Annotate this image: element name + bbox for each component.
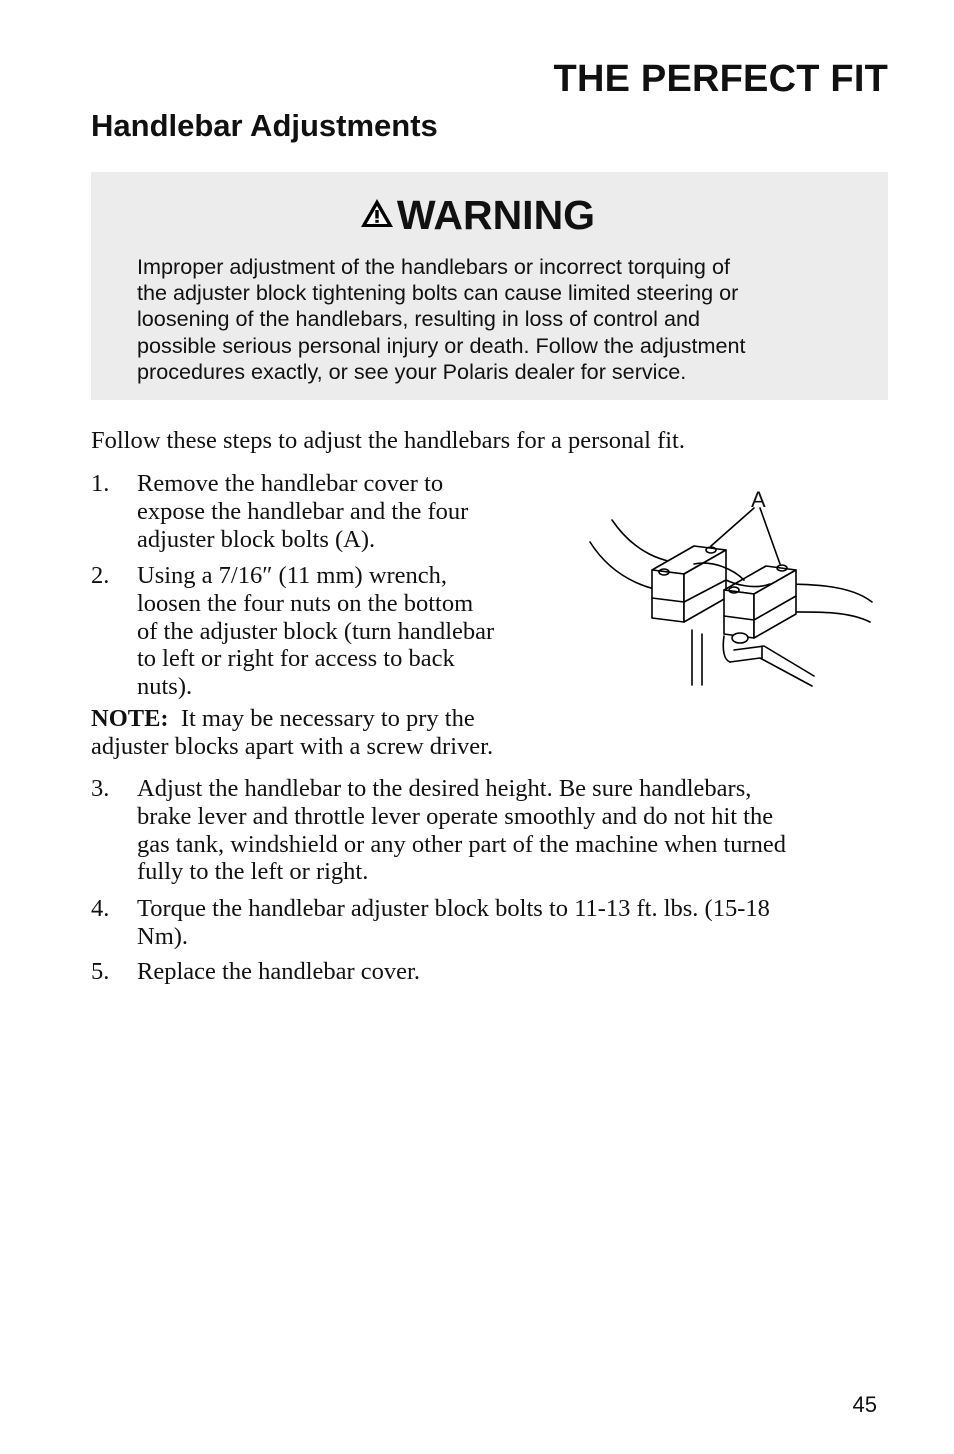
warning-line: Improper adjustment of the handlebars or incorrect torquing of [137, 254, 730, 279]
step-line: Remove the handlebar cover to [137, 470, 444, 497]
step-line: of the adjuster block (turn handlebar [137, 617, 495, 645]
handlebar-adjuster-block-illustration [584, 480, 884, 690]
step-line: Using a 7/16″ (11 mm) wrench, [137, 562, 448, 589]
note-label: NOTE: [91, 705, 169, 732]
note-line: adjuster blocks apart with a screw driver. [91, 732, 494, 760]
warning-heading [0, 192, 954, 239]
step-number: 4. [91, 895, 110, 922]
step-line: fully to the left or right. [137, 858, 369, 886]
step-line: gas tank, windshield or any other part of the machine when turned [137, 830, 787, 858]
step-line: adjuster block bolts (A). [137, 525, 376, 553]
step-line: brake lever and throttle lever operate smoothly and do not hit the [137, 802, 774, 830]
warning-triangle-icon [359, 192, 395, 239]
chapter-title: THE PERFECT FIT [553, 58, 888, 100]
intro-paragraph: Follow these steps to adjust the handlebars for a personal fit. [91, 427, 685, 454]
step-line: Replace the handlebar cover. [137, 958, 420, 985]
note-line: It may be necessary to pry the [180, 705, 475, 732]
step-number: 2. [91, 562, 110, 589]
warning-title: WARNING [396, 192, 596, 238]
section-title: Handlebar Adjustments [91, 108, 438, 143]
step-number: 1. [91, 470, 110, 497]
step-line: Adjust the handlebar to the desired height. Be sure handlebars, [137, 775, 752, 802]
step-line: to left or right for access to back [137, 645, 455, 673]
warning-line: the adjuster block tightening bolts can cause limited steering or [137, 280, 739, 306]
step-line: nuts). [137, 673, 193, 701]
step-number: 3. [91, 775, 110, 802]
step-line: Nm). [137, 922, 189, 950]
warning-line: loosening of the handlebars, resulting in loss of control and [137, 306, 700, 332]
figure-label: A [751, 487, 766, 512]
warning-text [137, 254, 867, 385]
step-line: Torque the handlebar adjuster block bolts to 11-13 ft. lbs. (15-18 [137, 895, 770, 922]
page-number: 45 [852, 1392, 877, 1417]
step-line: loosen the four nuts on the bottom [137, 589, 474, 617]
note [91, 705, 561, 761]
warning-line: procedures exactly, or see your Polaris dealer for service. [137, 358, 687, 384]
step-line: expose the handlebar and the four [137, 497, 469, 525]
step-number: 5. [91, 958, 110, 985]
warning-line: possible serious personal injury or death. Follow the adjustment [137, 332, 746, 358]
